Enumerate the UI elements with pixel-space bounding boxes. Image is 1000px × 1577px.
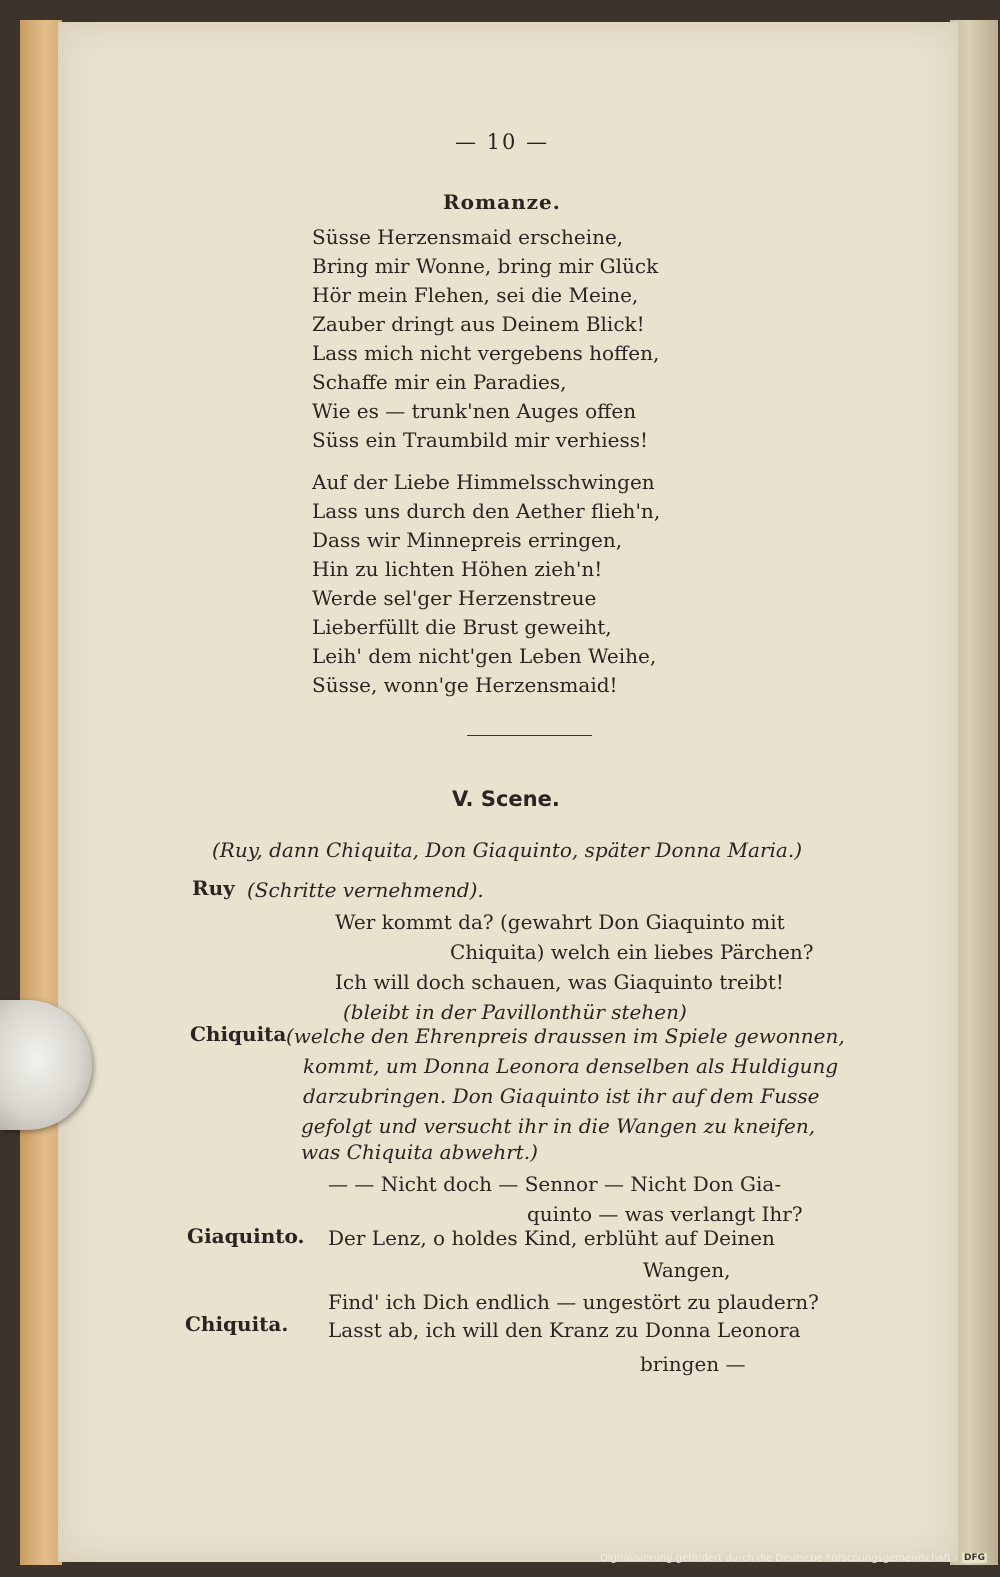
verse-line: Hör mein Flehen, sei die Meine, — [312, 283, 639, 307]
stage-direction: (bleibt in der Pavillonthür stehen) — [343, 1000, 687, 1024]
section-divider — [467, 735, 592, 736]
dialogue-line: Find' ich Dich endlich — ungestört zu plaudern? — [328, 1290, 819, 1314]
dialogue-line: Ich will doch schauen, was Giaquinto treibt! — [335, 970, 784, 994]
stage-direction: was Chiquita abwehrt.) — [301, 1140, 538, 1164]
cast-list: (Ruy, dann Chiquita, Don Giaquinto, später Donna Maria.) — [212, 838, 802, 862]
funding-notice: Digitalisierung gefördert durch die Deutsche Forschungsgemeinschaft - — [600, 1553, 958, 1564]
verse-line: Hin zu lichten Höhen zieh'n! — [312, 557, 603, 581]
verse-line: Werde sel'ger Herzenstreue — [312, 586, 597, 610]
dialogue-line: Wer kommt da? (gewahrt Don Giaquinto mit — [335, 910, 785, 934]
dialogue-line: Wangen, — [643, 1258, 731, 1282]
verse-line: Süsse Herzensmaid erscheine, — [312, 225, 624, 249]
page-number: — 10 — — [455, 130, 550, 154]
stage-direction: (Schritte vernehmend). — [247, 878, 484, 902]
verse-line: Wie es — trunk'nen Auges offen — [312, 399, 637, 423]
verse-line: Süss ein Traumbild mir verhiess! — [312, 428, 649, 452]
verse-line: Dass wir Minnepreis erringen, — [312, 528, 623, 552]
verse-line: Lieberfüllt die Brust geweiht, — [312, 615, 612, 639]
verse-line: Auf der Liebe Himmelsschwingen — [312, 470, 655, 494]
dfg-logo: DFG — [964, 1553, 986, 1563]
verse-line: Süsse, wonn'ge Herzensmaid! — [312, 673, 618, 697]
dialogue-line: Der Lenz, o holdes Kind, erblüht auf Deinen — [328, 1226, 775, 1250]
scene-title: V. Scene. — [452, 787, 560, 811]
stage-direction: (welche den Ehrenpreis draussen im Spiele gewonnen, — [286, 1024, 845, 1048]
verse-line: Schaffe mir ein Paradies, — [312, 370, 567, 394]
speaker-giaquinto: Giaquinto. — [187, 1224, 305, 1248]
verse-line: Bring mir Wonne, bring mir Glück — [312, 254, 659, 278]
book-edge-left — [20, 20, 62, 1565]
stage-direction: darzubringen. Don Giaquinto ist ihr auf dem Fusse — [303, 1084, 820, 1108]
speaker-chiquita: Chiquita — [190, 1022, 287, 1046]
dialogue-line: — — Nicht doch — Sennor — Nicht Don Gia- — [328, 1172, 782, 1196]
stage-direction: gefolgt und versucht ihr in die Wangen zu kneifen, — [301, 1114, 816, 1138]
verse-line: Leih' dem nicht'gen Leben Weihe, — [312, 644, 657, 668]
stage-direction: kommt, um Donna Leonora denselben als Huldigung — [303, 1054, 839, 1078]
romanze-title: Romanze. — [443, 190, 561, 214]
verse-line: Lass uns durch den Aether flieh'n, — [312, 499, 661, 523]
speaker-chiquita: Chiquita. — [185, 1312, 289, 1336]
dialogue-line: Chiquita) welch ein liebes Pärchen? — [450, 940, 814, 964]
dialogue-line: Lasst ab, ich will den Kranz zu Donna Leonora — [328, 1318, 801, 1342]
dialogue-line: quinto — was verlangt Ihr? — [527, 1202, 803, 1226]
speaker-ruy: Ruy — [192, 876, 235, 900]
verse-line: Zauber dringt aus Deinem Blick! — [312, 312, 645, 336]
verse-line: Lass mich nicht vergebens hoffen, — [312, 341, 660, 365]
dialogue-line: bringen — — [640, 1352, 746, 1376]
